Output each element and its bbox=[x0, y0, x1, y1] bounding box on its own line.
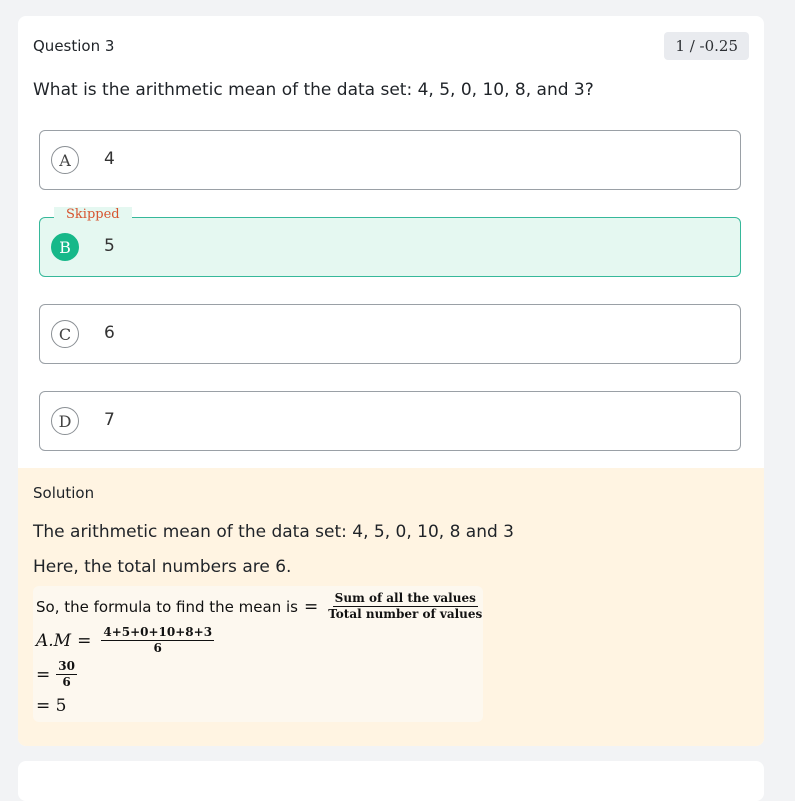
fraction-denominator: Total number of values bbox=[328, 607, 483, 621]
result-row bbox=[36, 696, 66, 716]
option-c[interactable] bbox=[39, 304, 741, 364]
option-text: 4 bbox=[104, 149, 115, 169]
question-number: Question 3 bbox=[33, 37, 115, 55]
option-text: 6 bbox=[104, 323, 115, 343]
am-row bbox=[36, 626, 214, 655]
skipped-badge: Skipped bbox=[54, 207, 132, 222]
step2-fraction bbox=[56, 660, 77, 689]
question-text: What is the arithmetic mean of the data set: 4, 5, 0, 10, 8, and 3? bbox=[33, 80, 594, 100]
option-letter: A bbox=[51, 146, 79, 174]
fraction-numerator: 30 bbox=[58, 659, 75, 673]
score-badge: 1 / -0.25 bbox=[664, 32, 749, 60]
option-a[interactable] bbox=[39, 130, 741, 190]
fraction-denominator: 6 bbox=[153, 641, 162, 655]
equals-sign: = bbox=[303, 596, 319, 617]
formula-intro: So, the formula to find the mean is bbox=[36, 597, 298, 616]
am-fraction bbox=[101, 626, 214, 655]
solution-panel bbox=[18, 468, 764, 746]
step2-row bbox=[36, 660, 77, 689]
option-letter: D bbox=[51, 407, 79, 435]
formula-fraction bbox=[328, 592, 482, 621]
solution-line-2: Here, the total numbers are 6. bbox=[33, 557, 292, 577]
equals-sign: = bbox=[36, 664, 51, 685]
option-letter: C bbox=[51, 320, 79, 348]
formula-row bbox=[36, 592, 482, 621]
next-question-card bbox=[18, 761, 764, 801]
solution-line-1: The arithmetic mean of the data set: 4, 5, 0, 10, 8 and 3 bbox=[33, 522, 514, 542]
option-text: 7 bbox=[104, 410, 115, 430]
fraction-numerator: Sum of all the values bbox=[334, 591, 476, 605]
fraction-numerator: 4+5+0+10+8+3 bbox=[103, 625, 213, 639]
option-text: 5 bbox=[104, 236, 115, 256]
question-card bbox=[18, 16, 764, 746]
result-value: = 5 bbox=[36, 696, 67, 716]
option-b[interactable] bbox=[39, 207, 741, 277]
equals-sign: = bbox=[77, 630, 92, 651]
am-label: A.M bbox=[36, 630, 72, 651]
formula-box bbox=[33, 586, 483, 722]
solution-title: Solution bbox=[33, 484, 95, 502]
option-letter: B bbox=[51, 233, 79, 261]
fraction-denominator: 6 bbox=[62, 675, 71, 689]
option-d[interactable] bbox=[39, 391, 741, 451]
